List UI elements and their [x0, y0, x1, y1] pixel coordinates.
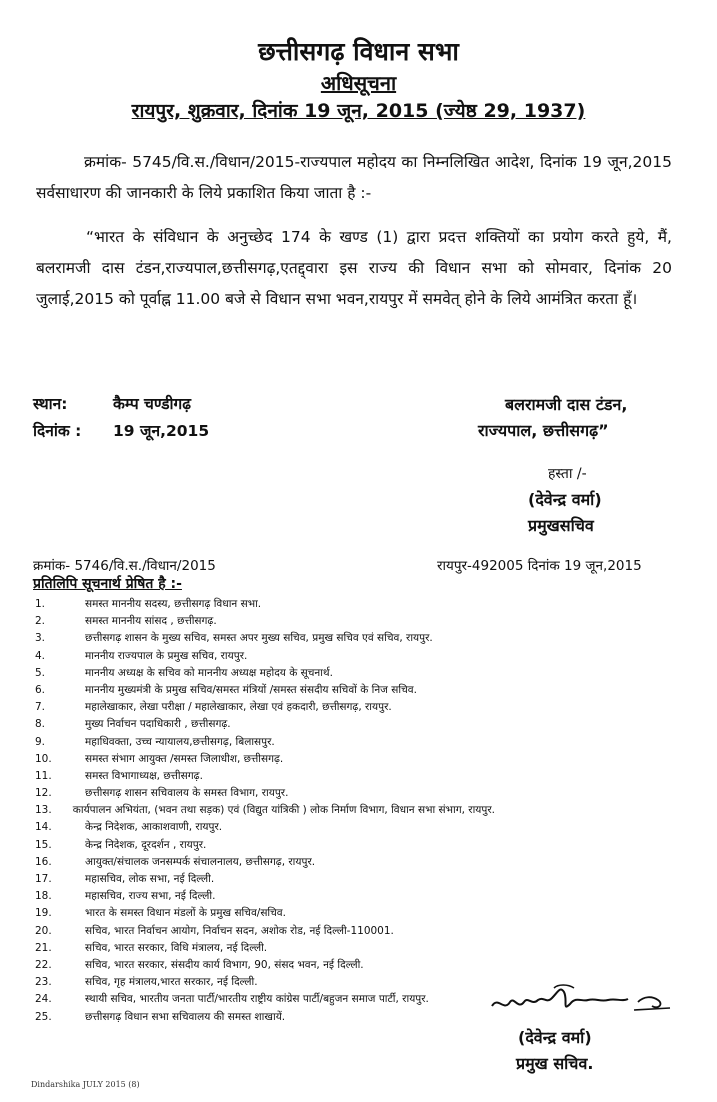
list-item-number: 22.	[35, 958, 52, 971]
signed-note: हस्ता /-	[548, 466, 587, 482]
list-item-number: 1.	[35, 598, 46, 610]
list-item-number: 3.	[35, 632, 46, 645]
list-item-text: महासचिव, राज्य सभा, नई दिल्ली.	[85, 890, 216, 903]
list-item-number: 2.	[35, 615, 46, 628]
copy-list	[35, 596, 495, 1026]
list-item-text: सचिव, भारत निर्वाचन आयोग, निर्वाचन सदन, अशोक रोड, नई दिल्ली-110001.	[85, 924, 394, 937]
list-item	[35, 785, 495, 802]
dateline-text: रायपुर, शुक्रवार, दिनांक 19 जून, 2015 (ज्येष्ठ 29, 1937)	[131, 100, 586, 122]
list-item	[35, 837, 495, 854]
list-item	[35, 768, 495, 785]
list-item-number: 23.	[35, 976, 52, 989]
list-item	[35, 905, 495, 922]
list-item-text: स्थायी सचिव, भारतीय जनता पार्टी/भारतीय राष्ट्रीय कांग्रेस पार्टी/बहुजन समाज पार्टी, रायपुर.	[85, 993, 429, 1006]
list-item-text: सचिव, भारत सरकार, विधि मंत्रालय, नई दिल्ली.	[85, 941, 268, 954]
page-title: छत्तीसगढ़ विधान सभा	[258, 37, 459, 66]
notification-heading	[0, 69, 717, 96]
list-item-number: 17.	[35, 873, 52, 885]
list-item-text: आयुक्त/संचालक जनसम्पर्क संचालनालय, छत्तीसगढ़, रायपुर.	[85, 855, 316, 868]
governor-name: बलरामजी दास टंडन,	[505, 395, 628, 414]
list-item-text: केन्द्र निदेशक, दूरदर्शन , रायपुर.	[85, 838, 207, 851]
list-item-text: मुख्य निर्वाचन पदाधिकारी , छत्तीसगढ़.	[85, 718, 231, 731]
list-item-text: माननीय अध्यक्ष के सचिव को माननीय अध्यक्ष महोदय के सूचनार्थ.	[85, 666, 333, 679]
secretary-name: (देवेन्द्र वर्मा)	[528, 490, 602, 509]
list-item-number: 14.	[35, 821, 52, 834]
date-value: 19 जून,2015	[113, 422, 210, 440]
list-item-number: 24.	[35, 993, 52, 1006]
order-number: क्रमांक- 5746/वि.स./विधान/2015	[33, 558, 216, 574]
list-item	[35, 716, 495, 733]
list-item-text: महालेखाकार, लेखा परीक्षा / महालेखाकार, लेखा एवं हकदारी, छत्तीसगढ़, रायपुर.	[85, 701, 392, 714]
list-item	[35, 871, 495, 888]
list-item-number: 9.	[35, 735, 46, 748]
list-item	[35, 802, 495, 819]
list-item-number: 10.	[35, 752, 52, 765]
list-item-number: 21.	[35, 941, 52, 954]
list-item-number: 13.	[35, 804, 52, 817]
list-item-text: महासचिव, लोक सभा, नई दिल्ली.	[85, 873, 215, 885]
list-item	[35, 888, 495, 905]
list-item-number: 12.	[35, 787, 52, 800]
list-item	[35, 751, 495, 768]
list-item-text: कार्यपालन अभियंता, (भवन तथा सड़क) एवं (विद्युत यांत्रिकी ) लोक निर्माण विभाग, विधान सभा संभाग, रायपुर.	[72, 804, 495, 817]
list-item-number: 7.	[35, 701, 46, 714]
footer-note: Dindarshika JULY 2015 (8)	[31, 1080, 140, 1089]
list-item	[35, 819, 495, 836]
list-item-number: 15.	[35, 838, 52, 851]
list-item-number: 25.	[35, 1010, 52, 1023]
final-signatory-name: (देवेन्द्र वर्मा)	[518, 1028, 592, 1047]
list-item	[35, 613, 495, 630]
list-item-text: सचिव, गृह मंत्रालय,भारत सरकार, नई दिल्ली.	[85, 976, 258, 989]
list-item-number: 11.	[35, 769, 52, 782]
notification-heading-text: अधिसूचना	[320, 71, 397, 95]
list-item-number: 8.	[35, 718, 46, 731]
governor-title: राज्यपाल, छत्तीसगढ़”	[478, 421, 609, 440]
list-item-text: समस्त माननीय सांसद , छत्तीसगढ़.	[85, 615, 217, 628]
list-item-text: समस्त संभाग आयुक्त /समस्त जिलाधीश, छत्तीसगढ़.	[85, 752, 284, 765]
list-item	[35, 957, 495, 974]
list-item-number: 16.	[35, 855, 52, 868]
list-item	[35, 734, 495, 751]
list-item	[35, 682, 495, 699]
place-label: स्थान:	[33, 395, 68, 413]
list-item-text: भारत के समस्त विधान मंडलों के प्रमुख सचिव/सचिव.	[85, 907, 286, 920]
list-item	[35, 1009, 495, 1026]
list-item-text: केन्द्र निदेशक, आकाशवाणी, रायपुर.	[85, 821, 223, 834]
list-item	[35, 940, 495, 957]
list-item	[35, 648, 495, 665]
place-value: कैम्प चण्डीगढ़	[113, 395, 192, 413]
list-item-text: छत्तीसगढ़ शासन के मुख्य सचिव, समस्त अपर मुख्य सचिव, प्रमुख सचिव एवं सचिव, रायपुर.	[85, 632, 433, 645]
list-item	[35, 991, 495, 1008]
list-item	[35, 596, 495, 613]
list-item	[35, 974, 495, 991]
date-label: दिनांक :	[33, 422, 82, 440]
list-item-text: छत्तीसगढ़ शासन सचिवालय के समस्त विभाग, रायपुर.	[85, 787, 289, 800]
list-item-number: 18.	[35, 890, 52, 903]
list-item-text: माननीय मुख्यमंत्री के प्रमुख सचिव/समस्त मंत्रियों /समस्त संसदीय सचिवों के निज सचिव.	[85, 683, 417, 696]
secretary-title: प्रमुखसचिव	[528, 516, 594, 535]
list-item	[35, 923, 495, 940]
order-place-date: रायपुर-492005 दिनांक 19 जून,2015	[437, 558, 642, 574]
list-item-number: 5.	[35, 666, 46, 679]
governor-order-paragraph: “भारत के संविधान के अनुच्छेद 174 के खण्ड (1) द्वारा प्रदत्त शक्तियों का प्रयोग करते हुये, मैं, बलरामजी दास टंडन,राज्यपाल,छत्तीसगढ़,एतद्द्वारा इस राज्य की विधान सभा को सोमवार, दिनांक 20 जुलाई,2015 को पूर्वाह्न 11.00 बजे से विधान सभा भवन,रायपुर में समवेत् होने के लिये आमंत्रित करता हूँ।	[36, 228, 672, 308]
list-item-text: समस्त माननीय सदस्य, छत्तीसगढ़ विधान सभा.	[85, 598, 262, 610]
list-item-text: सचिव, भारत सरकार, संसदीय कार्य विभाग, 90, संसद भवन, नई दिल्ली.	[85, 958, 364, 971]
list-item-number: 19.	[35, 907, 52, 920]
list-item	[35, 854, 495, 871]
dateline	[0, 97, 717, 123]
list-item-text: माननीय राज्यपाल के प्रमुख सचिव, रायपुर.	[85, 649, 248, 662]
list-item-text: महाधिवक्ता, उच्च न्यायालय,छत्तीसगढ़, बिलासपुर.	[85, 735, 275, 748]
final-signatory-title: प्रमुख सचिव.	[516, 1054, 594, 1073]
handwritten-signature	[488, 982, 678, 1024]
list-item-text: समस्त विभागाध्यक्ष, छत्तीसगढ़.	[85, 769, 203, 782]
list-item	[35, 699, 495, 716]
list-item-number: 4.	[35, 649, 46, 662]
list-item	[35, 630, 495, 647]
list-item-text: छत्तीसगढ़ विधान सभा सचिवालय की समस्त शाखायें.	[85, 1010, 286, 1023]
list-item-number: 6.	[35, 683, 46, 696]
list-item-number: 20.	[35, 924, 52, 937]
copy-heading: प्रतिलिपि सूचनार्थ प्रेषित है :-	[33, 576, 182, 592]
order-paragraph: क्रमांक- 5745/वि.स./विधान/2015-राज्यपाल महोदय का निम्नलिखित आदेश, दिनांक 19 जून,2015 सर्वसाधारण की जानकारी के लिये प्रकाशित किया जाता है :-	[36, 153, 672, 202]
list-item	[35, 665, 495, 682]
